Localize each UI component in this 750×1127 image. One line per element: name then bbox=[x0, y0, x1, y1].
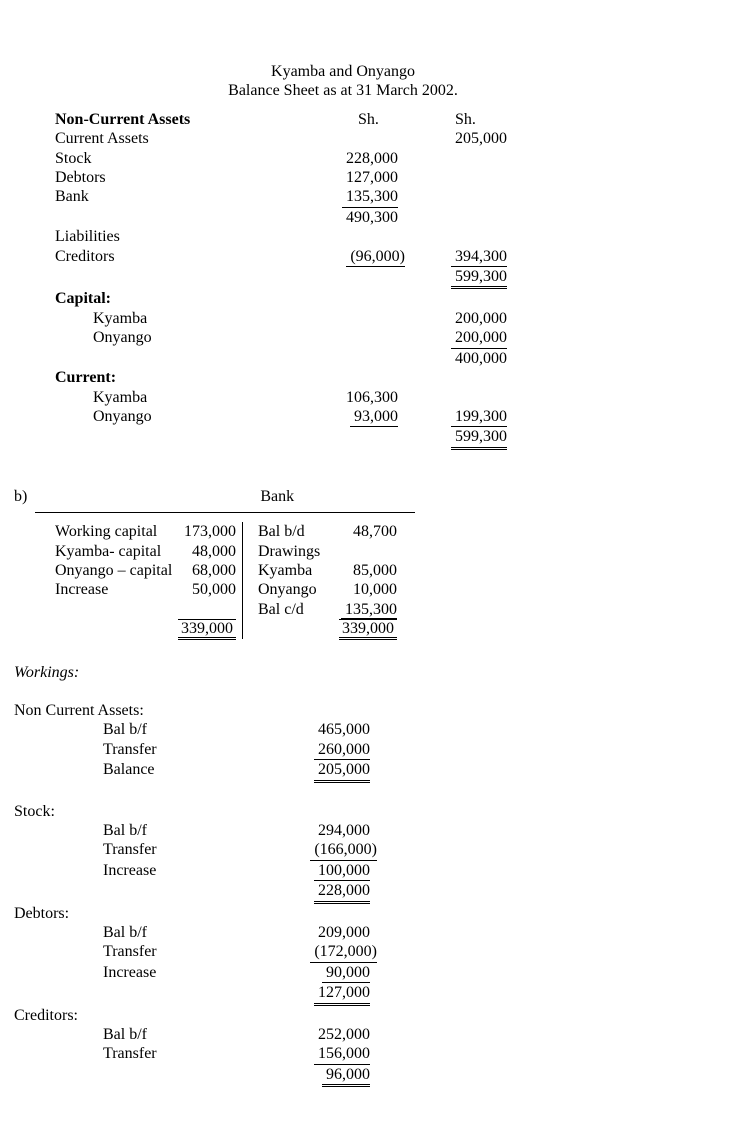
workings-row bbox=[103, 861, 750, 881]
amount-cell bbox=[405, 267, 507, 289]
amount: (172,000) bbox=[310, 942, 377, 962]
balance-sheet-row bbox=[55, 368, 750, 387]
amount-cell bbox=[405, 227, 507, 246]
balance-sheet-row bbox=[55, 309, 750, 328]
bank-t-account bbox=[35, 512, 415, 642]
row-label: Kyamba bbox=[93, 388, 148, 406]
workings-label: Bal b/f bbox=[103, 822, 147, 839]
bank-entry-row bbox=[243, 580, 415, 599]
amount: 106,300 bbox=[346, 388, 398, 406]
workings-heading: Workings: bbox=[14, 663, 80, 681]
amount-cell bbox=[335, 309, 405, 328]
bank-debit-side bbox=[35, 522, 243, 638]
workings-section-heading: Non Current Assets: bbox=[14, 701, 144, 719]
balance-sheet-row bbox=[55, 328, 750, 348]
balance-sheet-row bbox=[55, 427, 750, 449]
amount: (96,000) bbox=[346, 247, 405, 267]
entry-label: Drawings bbox=[258, 542, 321, 560]
workings-row bbox=[103, 963, 750, 983]
amount-cell bbox=[335, 129, 405, 148]
workings-section bbox=[0, 701, 750, 783]
row-label bbox=[55, 349, 335, 368]
amount: 205,000 bbox=[314, 760, 370, 782]
amount: 199,300 bbox=[451, 407, 507, 427]
balance-sheet-row bbox=[55, 227, 750, 246]
amount-cell bbox=[335, 289, 405, 308]
amount: 294,000 bbox=[318, 822, 370, 839]
workings-label bbox=[103, 881, 253, 903]
balance-sheet-row bbox=[55, 407, 750, 427]
row-label: Debtors bbox=[55, 169, 106, 187]
entry-label bbox=[55, 619, 178, 638]
entry-label: Onyango – capital bbox=[55, 561, 173, 579]
balance-sheet-row bbox=[55, 289, 750, 308]
bank-entry-row bbox=[35, 522, 242, 541]
balance-sheet-row bbox=[55, 110, 750, 129]
amount-cell bbox=[405, 247, 507, 267]
amount-cell bbox=[335, 187, 405, 207]
workings-label: Increase bbox=[103, 861, 157, 879]
amount: 90,000 bbox=[322, 963, 370, 983]
amount: (166,000) bbox=[310, 840, 377, 860]
amount-cell bbox=[405, 309, 507, 328]
workings-amount bbox=[253, 923, 377, 942]
amount: 200,000 bbox=[455, 309, 507, 327]
workings-amount bbox=[253, 881, 377, 903]
amount: 68,000 bbox=[192, 561, 236, 579]
row-label: Current Assets bbox=[55, 130, 149, 148]
amount: 100,000 bbox=[314, 861, 370, 881]
amount-cell bbox=[405, 149, 507, 168]
amount: 400,000 bbox=[455, 349, 507, 367]
workings-label: Balance bbox=[103, 761, 155, 779]
balance-sheet-row bbox=[55, 247, 750, 267]
bank-entry-row bbox=[243, 600, 415, 619]
amount-cell bbox=[335, 407, 405, 427]
entry-label: Bal c/d bbox=[258, 600, 304, 618]
entry-amount bbox=[339, 619, 397, 638]
bank-entry-row bbox=[243, 561, 415, 580]
amount: 228,000 bbox=[314, 881, 370, 903]
amount-cell bbox=[335, 149, 405, 168]
row-label bbox=[55, 267, 335, 289]
balance-sheet-table bbox=[55, 110, 750, 450]
amount: 599,300 bbox=[451, 267, 507, 289]
workings-amount bbox=[253, 821, 377, 840]
bank-credit-side bbox=[243, 522, 415, 638]
bank-account-title: Bank bbox=[260, 487, 295, 505]
workings-amount bbox=[253, 1044, 377, 1064]
bank-entry-row bbox=[243, 522, 415, 541]
workings-amount bbox=[253, 1065, 377, 1087]
workings-label: Increase bbox=[103, 963, 157, 981]
bank-entry-row bbox=[35, 580, 242, 599]
workings-amount bbox=[253, 861, 377, 881]
bank-entry-row bbox=[35, 542, 242, 561]
part-label: b) bbox=[14, 487, 28, 505]
bank-total-row bbox=[243, 619, 415, 638]
workings-label: Bal b/f bbox=[103, 1026, 147, 1044]
row-label: Creditors bbox=[55, 247, 115, 265]
amount: 48,000 bbox=[192, 542, 236, 560]
row-label: Non-Current Assets bbox=[55, 110, 191, 128]
amount: 260,000 bbox=[314, 740, 370, 760]
entry-label: Increase bbox=[55, 581, 109, 599]
amount-cell bbox=[405, 349, 507, 368]
amount-cell bbox=[335, 349, 405, 368]
amount-cell bbox=[335, 388, 405, 407]
amount: 490,300 bbox=[346, 208, 398, 226]
statement-title: Balance Sheet as at 31 March 2002. bbox=[228, 82, 458, 100]
row-label: Onyango bbox=[93, 407, 152, 425]
entry-amount bbox=[192, 542, 236, 561]
workings-row bbox=[103, 740, 750, 760]
column-header: Sh. bbox=[358, 110, 379, 128]
amount-cell bbox=[405, 328, 507, 348]
row-label: Liabilities bbox=[55, 228, 120, 246]
workings-row bbox=[103, 840, 750, 860]
amount-cell bbox=[405, 388, 507, 407]
workings-label bbox=[103, 1065, 253, 1087]
entry-amount bbox=[184, 522, 236, 541]
entry-amount bbox=[353, 522, 397, 541]
amount: 96,000 bbox=[322, 1065, 370, 1087]
amount: 394,300 bbox=[451, 247, 507, 267]
workings-amount bbox=[253, 740, 377, 760]
amount: 252,000 bbox=[318, 1026, 370, 1044]
workings-amount bbox=[253, 760, 377, 782]
amount-cell bbox=[405, 427, 507, 449]
entry-amount bbox=[192, 580, 236, 599]
amount: 10,000 bbox=[353, 581, 397, 599]
balance-sheet-row bbox=[55, 149, 750, 168]
workings-row bbox=[103, 881, 750, 903]
workings-section-heading: Creditors: bbox=[14, 1006, 78, 1024]
amount-cell bbox=[335, 247, 405, 267]
amount-cell bbox=[405, 407, 507, 427]
workings-row bbox=[103, 720, 750, 739]
workings-row bbox=[103, 760, 750, 782]
bank-entry-row bbox=[35, 561, 242, 580]
entry-label: Bal b/d bbox=[258, 523, 305, 541]
row-label: Current: bbox=[55, 369, 117, 387]
amount: 156,000 bbox=[314, 1044, 370, 1064]
amount: 209,000 bbox=[318, 924, 370, 942]
workings-section bbox=[0, 904, 750, 1006]
entry-label bbox=[258, 619, 339, 638]
amount: 599,300 bbox=[451, 427, 507, 449]
amount: 85,000 bbox=[353, 561, 397, 579]
row-label: Onyango bbox=[93, 329, 152, 347]
balance-sheet-row bbox=[55, 208, 750, 227]
amount-cell bbox=[405, 168, 507, 187]
entry-amount bbox=[178, 619, 236, 638]
bank-total-row bbox=[35, 619, 242, 638]
workings-row bbox=[103, 923, 750, 942]
workings-amount bbox=[253, 1025, 377, 1044]
workings-label bbox=[103, 983, 253, 1005]
amount-cell bbox=[335, 267, 405, 289]
balance-sheet-row bbox=[55, 129, 750, 148]
amount: 205,000 bbox=[455, 130, 507, 148]
workings-section bbox=[0, 1006, 750, 1088]
workings-amount bbox=[253, 963, 377, 983]
workings-label: Transfer bbox=[103, 740, 157, 758]
workings-label: Transfer bbox=[103, 943, 157, 961]
amount-cell bbox=[405, 129, 507, 148]
amount: 127,000 bbox=[346, 169, 398, 187]
entry-label: Working capital bbox=[55, 523, 158, 541]
balance-sheet-row bbox=[55, 349, 750, 368]
amount-cell bbox=[335, 168, 405, 187]
row-label: Kyamba bbox=[93, 309, 148, 327]
workings-label: Transfer bbox=[103, 1045, 157, 1063]
entry-amount bbox=[353, 580, 397, 599]
workings-amount bbox=[253, 983, 377, 1005]
workings-sections bbox=[0, 701, 750, 1087]
entry-amount bbox=[353, 561, 397, 580]
amount: 200,000 bbox=[451, 328, 507, 348]
workings-label: Bal b/f bbox=[103, 721, 147, 739]
column-header: Sh. bbox=[455, 110, 476, 128]
amount-cell bbox=[405, 208, 507, 227]
balance-sheet-row bbox=[55, 267, 750, 289]
workings-section-heading: Debtors: bbox=[14, 904, 70, 922]
row-label bbox=[55, 208, 335, 227]
workings-row bbox=[103, 1044, 750, 1064]
row-label: Stock bbox=[55, 149, 92, 167]
workings-row bbox=[103, 1025, 750, 1044]
workings-row bbox=[103, 942, 750, 962]
entry-amount bbox=[341, 600, 397, 619]
amount-cell bbox=[335, 427, 405, 449]
amount: 228,000 bbox=[346, 149, 398, 167]
balance-sheet-row bbox=[55, 388, 750, 407]
balance-sheet-row bbox=[55, 187, 750, 207]
amount-cell bbox=[405, 289, 507, 308]
total-amount: 339,000 bbox=[178, 619, 236, 640]
workings-row bbox=[103, 821, 750, 840]
entry-label: Onyango bbox=[258, 581, 317, 599]
amount-cell bbox=[335, 328, 405, 348]
entry-label: Kyamba- capital bbox=[55, 542, 162, 560]
workings-amount bbox=[253, 720, 377, 739]
document-title bbox=[0, 62, 686, 101]
entry-amount bbox=[192, 561, 236, 580]
amount-cell bbox=[405, 368, 507, 387]
workings-amount bbox=[253, 840, 377, 860]
amount: 465,000 bbox=[318, 721, 370, 739]
amount: 135,300 bbox=[342, 187, 398, 207]
amount-cell bbox=[405, 187, 507, 207]
entry-label: Kyamba bbox=[258, 561, 313, 579]
amount-cell bbox=[335, 208, 405, 227]
amount: 127,000 bbox=[314, 983, 370, 1005]
amount-cell bbox=[335, 368, 405, 387]
amount: 93,000 bbox=[350, 407, 398, 427]
workings-row bbox=[103, 983, 750, 1005]
amount: 50,000 bbox=[192, 581, 236, 599]
bank-section-header bbox=[0, 487, 750, 506]
amount: 173,000 bbox=[184, 523, 236, 541]
workings-label: Bal b/f bbox=[103, 924, 147, 942]
workings-section bbox=[0, 802, 750, 904]
total-amount: 339,000 bbox=[339, 619, 397, 640]
amount: 135,300 bbox=[341, 601, 397, 619]
row-label: Bank bbox=[55, 188, 89, 206]
amount-cell bbox=[335, 227, 405, 246]
row-label: Capital: bbox=[55, 290, 111, 308]
workings-amount bbox=[253, 942, 377, 962]
workings-label: Transfer bbox=[103, 841, 157, 859]
balance-sheet-row bbox=[55, 168, 750, 187]
company-name: Kyamba and Onyango bbox=[271, 63, 415, 80]
amount: 48,700 bbox=[353, 523, 397, 541]
bank-entry-row bbox=[243, 542, 415, 561]
workings-section-heading: Stock: bbox=[14, 802, 55, 820]
workings-row bbox=[103, 1065, 750, 1087]
row-label bbox=[55, 427, 335, 449]
